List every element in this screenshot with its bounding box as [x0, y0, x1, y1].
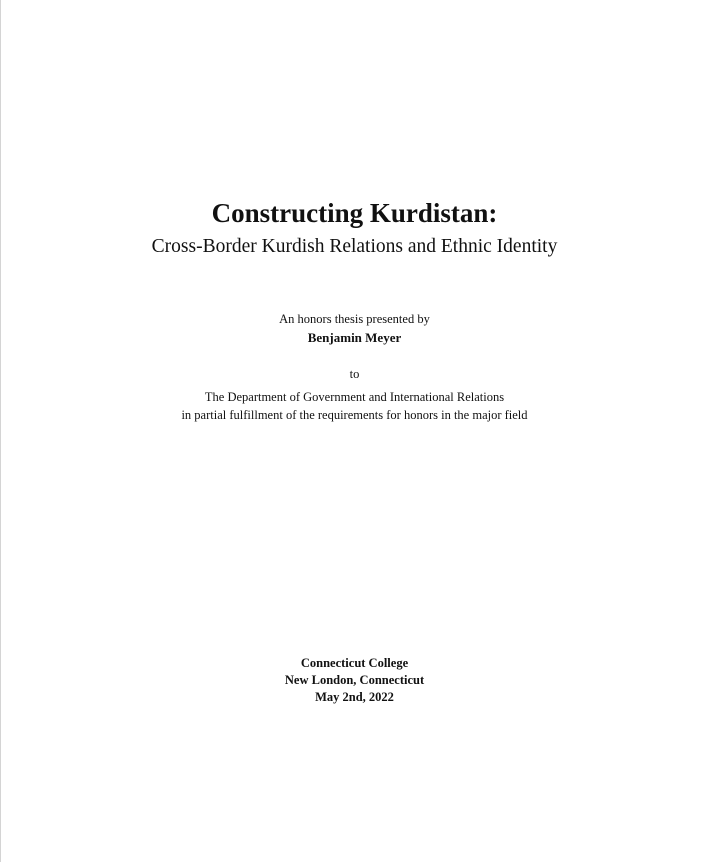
thesis-subtitle: Cross-Border Kurdish Relations and Ethnic Identity	[151, 236, 558, 257]
department-name: The Department of Government and International Relations	[204, 390, 505, 404]
institution-location: New London, Connecticut	[284, 673, 425, 687]
author-name: Benjamin Meyer	[307, 330, 402, 345]
submission-date: May 2nd, 2022	[315, 690, 394, 704]
fulfillment-statement: in partial fulfillment of the requirements for honors in the major field	[181, 408, 528, 422]
institution-name: Connecticut College	[300, 656, 409, 670]
to-text: to	[349, 367, 360, 381]
thesis-title: Constructing Kurdistan:	[211, 198, 498, 228]
presented-by-text: An honors thesis presented by	[279, 312, 430, 326]
